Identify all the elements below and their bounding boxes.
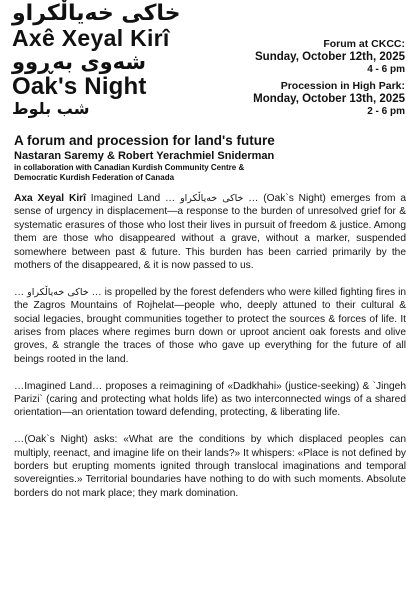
title-kurdish-latin-script: Axê Xeyal Kirî	[12, 25, 170, 51]
title-farsi: شب بلوط	[12, 99, 90, 118]
procession-time: 2 - 6 pm	[367, 106, 405, 117]
forum-time: 4 - 6 pm	[367, 64, 405, 75]
event-schedule	[215, 38, 405, 118]
collaboration-line-1: in collaboration with Canadian Kurdish Community Centre &	[14, 163, 245, 172]
title-block	[12, 2, 232, 119]
authors: Nastaran Saremy & Robert Yerachmiel Sniderman	[14, 150, 275, 162]
paragraph-2	[14, 286, 406, 366]
title-kurdish-oaks-night: شەوی بەڕوو	[12, 50, 147, 74]
paragraph-1-part-b: … (Oak`s Night) emerges from a sense of urgency in displacement—a response to the burden of unresolved grief for & systematic erasures of those who lost their lives in pursuit of freedom & justice. Among them are those who disappeared without a grave, without a marker, suspended somewhere between past & future. This burden has been carried primarily by the mothers of the disappeared, & it is now passed to us.	[14, 193, 406, 272]
collaboration-credit	[14, 163, 274, 183]
paragraph-2-part-a: …	[14, 286, 28, 298]
paragraph-1	[14, 192, 406, 272]
paragraph-1-part-a: Imagined Land …	[85, 193, 181, 204]
procession-date: Monday, October 13th, 2025	[253, 93, 405, 105]
procession-label: Procession in High Park:	[280, 80, 405, 92]
paragraph-4: …(Oak`s Night) asks: «What are the conditions by which displaced peoples can multiply, reenact, and imagine life on their lands?» It whispers: «Place is not defined by borders but erupting moments ignited through translocal imaginations and temporal sovereignties.» Territorial boundaries have nothing to do with such moments. Absolute borders do not mark place; they mark domination.	[14, 434, 406, 499]
paragraph-1-lead: Axa Xeyal Kirî	[14, 193, 86, 204]
paragraph-3: …Imagined Land… proposes a reimagining of «Dadkhahi» (justice-seeking) & `Jingeh Parizi` (caring and protecting what holds life) as two interconnected wings of a shared orientation—an orientation toward defending, protecting, & liberating life.	[14, 380, 406, 419]
paragraph-2-kurdish: خاکی خەیاڵکراو	[27, 286, 89, 298]
paragraph-2-part-b: … is propelled by the forest defenders who were killed fighting fires in the Zagros Mountains of Rojhelat—people who, deeply attuned to their cultural & social legacies, brought communities together to protect the sources & forces of life. It arises from places where regimes burn down or uproot ancient oak forests and olive groves, & strangle the traces of those who gave up everything for the future of all beings rooted in the land.	[14, 286, 406, 365]
forum-date: Sunday, October 12th, 2025	[255, 51, 405, 63]
body-text	[14, 192, 406, 514]
collaboration-line-2: Democratic Kurdish Federation of Canada	[14, 173, 175, 182]
subtitle: A forum and procession for land's future	[14, 133, 275, 148]
title-english: Oak's Night	[12, 73, 147, 100]
paragraph-1-kurdish: خاکی خەیاڵکراو	[180, 193, 244, 204]
title-kurdish-arabic-script: خاکی خەیاڵکراو	[12, 1, 181, 26]
forum-label: Forum at CKCC:	[323, 38, 405, 50]
